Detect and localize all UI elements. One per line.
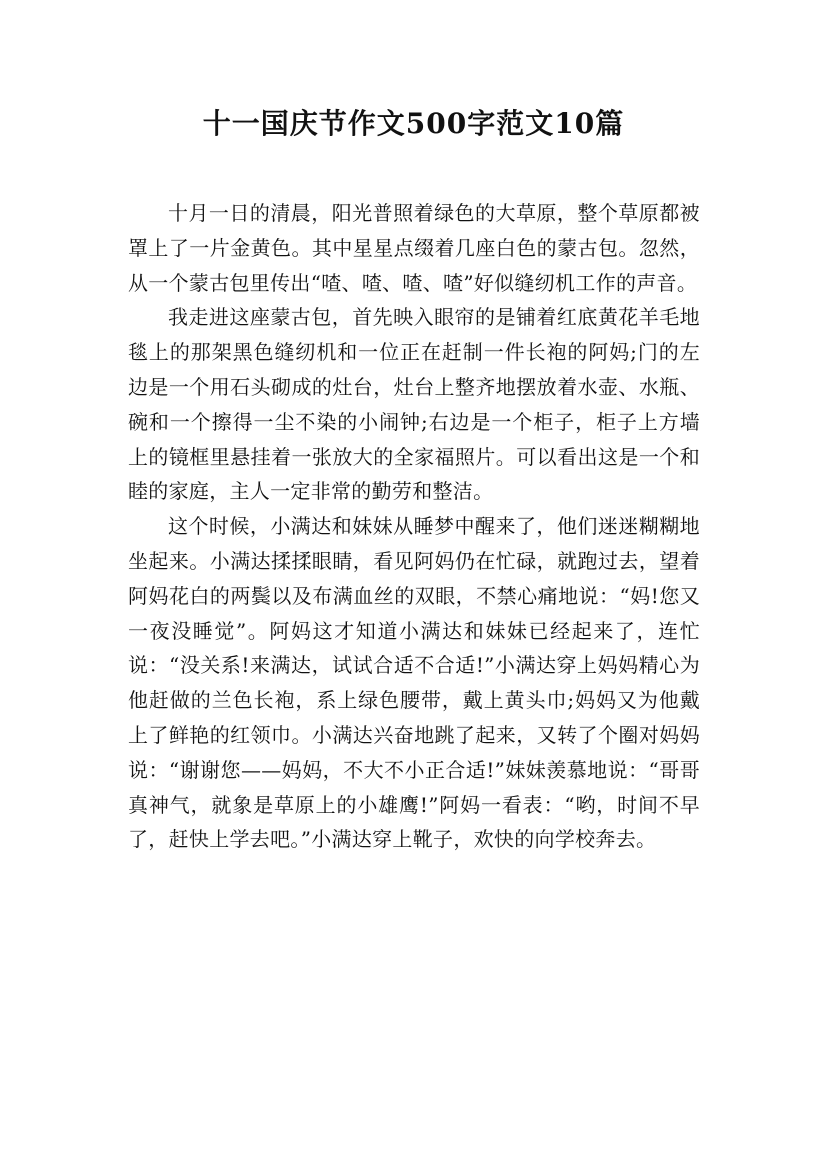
paragraph-3: 这个时候，小满达和妹妹从睡梦中醒来了，他们迷迷糊糊地坐起来。小满达揉揉眼睛，看见阿妈仍在忙碌，就跑过去，望着阿妈花白的两鬓以及布满血丝的双眼，不禁心痛地说：“妈!您又一夜没睡觉”。阿妈这才知道小满达和妹妹已经起来了，连忙说：“没关系!来满达，试试合适不合适!”小满达穿上妈妈精心为他赶做的兰色长袍，系上绿色腰带，戴上黄头巾;妈妈又为他戴上了鲜艳的红领巾。小满达兴奋地跳了起来，又转了个圈对妈妈说：“谢谢您——妈妈，不大不小正合适!”妹妹羡慕地说：“哥哥真神气，就象是草原上的小雄鹰!”阿妈一看表：“哟，时间不早了，赶快上学去吧。”小满达穿上靴子，欢快的向学校奔去。 [128,514,700,852]
paragraph-1: 十月一日的清晨，阳光普照着绿色的大草原，整个草原都被罩上了一片金黄色。其中星星点缀着几座白色的蒙古包。忽然，从一个蒙古包里传出“喳、喳、喳、喳”好似缝纫机工作的声音。 [128,201,700,295]
paragraph-2: 我走进这座蒙古包，首先映入眼帘的是铺着红底黄花羊毛地毯上的那架黑色缝纫机和一位正在赶制一件长袍的阿妈;门的左边是一个用石头砌成的灶台，灶台上整齐地摆放着水壶、水瓶、碗和一个擦得一尘不染的小闹钟;右边是一个柜子，柜子上方墙上的镜框里悬挂着一张放大的全家福照片。可以看出这是一个和睦的家庭，主人一定非常的勤劳和整洁。 [128,305,700,504]
document-title: 十一国庆节作文500字范文10篇 [202,107,625,140]
document-body [128,196,700,857]
